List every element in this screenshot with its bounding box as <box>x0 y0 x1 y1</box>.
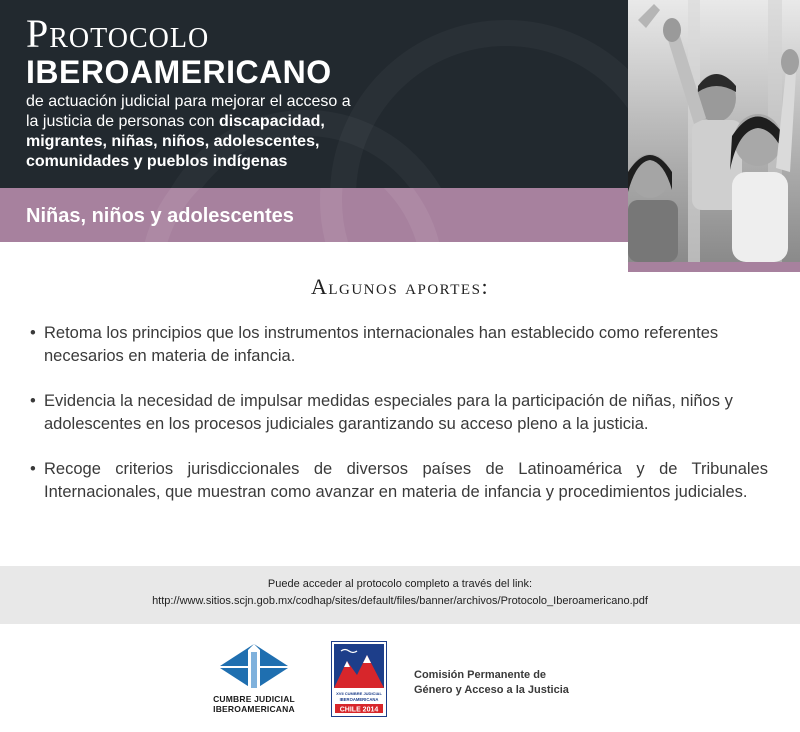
commission-line2: Género y Acceso a la Justicia <box>414 684 569 696</box>
chile-logo-line1: XVII CUMBRE JUDICIAL <box>336 691 382 696</box>
cumbre-line2: IBEROAMERICANA <box>213 704 295 714</box>
list-item <box>30 322 768 368</box>
header-subtitle <box>26 92 366 172</box>
contributions-list <box>30 322 768 526</box>
section-heading: Algunos aportes: <box>310 274 490 299</box>
commission-name <box>414 668 569 698</box>
bullet-dot: • <box>30 460 36 478</box>
title-protocolo: Protocolo <box>26 11 210 56</box>
list-item <box>30 458 768 504</box>
bullet-dot: • <box>30 392 36 410</box>
list-item-text: Retoma los principios que los instrumentos internacionales han establecido como referentes necesarios en materia de infancia. <box>44 324 719 365</box>
photo-accent-stripe <box>628 262 800 272</box>
title-iberoamericano: IBEROAMERICANO <box>26 54 332 90</box>
children-raising-hands-photo-icon <box>628 0 800 262</box>
chile-logo-line2: IBEROAMERICANA <box>339 697 379 702</box>
commission-line1: Comisión Permanente de <box>414 669 547 681</box>
list-item-text: Recoge criterios jurisdiccionales de diversos países de Latinoamérica y de Tribunales Internacionales, que muestran como avanzar en materia de infancia y procedimientos judiciales. <box>44 460 768 501</box>
link-intro-text: Puede acceder al protocolo completo a través del link: <box>267 578 533 590</box>
bullet-dot: • <box>30 324 36 342</box>
category-label: Niñas, niños y adolescentes <box>26 205 294 227</box>
cumbre-judicial-name <box>206 694 302 714</box>
list-item-text: Evidencia la necesidad de impulsar medidas especiales para la participación de niñas, niños y adolescentes en los procesos judiciales garantizando su acceso pleno a la justicia. <box>44 392 733 433</box>
chile-logo-line3: CHILE 2014 <box>339 706 379 714</box>
cumbre-judicial-logo-icon <box>218 642 290 692</box>
chile-2014-logo-icon <box>331 641 387 717</box>
protocol-link[interactable]: http://www.sitios.scjn.gob.mx/codhap/sites/default/files/banner/archivos/Protocolo_Iberoamericano.pdf <box>152 595 648 607</box>
list-item <box>30 390 768 436</box>
children-photo <box>628 0 800 262</box>
subtitle-bold: discapacidad, migrantes, niñas, niños, adolescentes, comunidades y pueblos indígenas <box>26 113 325 170</box>
cumbre-line1: CUMBRE JUDICIAL <box>213 694 295 704</box>
subtitle-plain: de actuación judicial para mejorar el acceso a la justicia de personas con <box>26 93 351 130</box>
